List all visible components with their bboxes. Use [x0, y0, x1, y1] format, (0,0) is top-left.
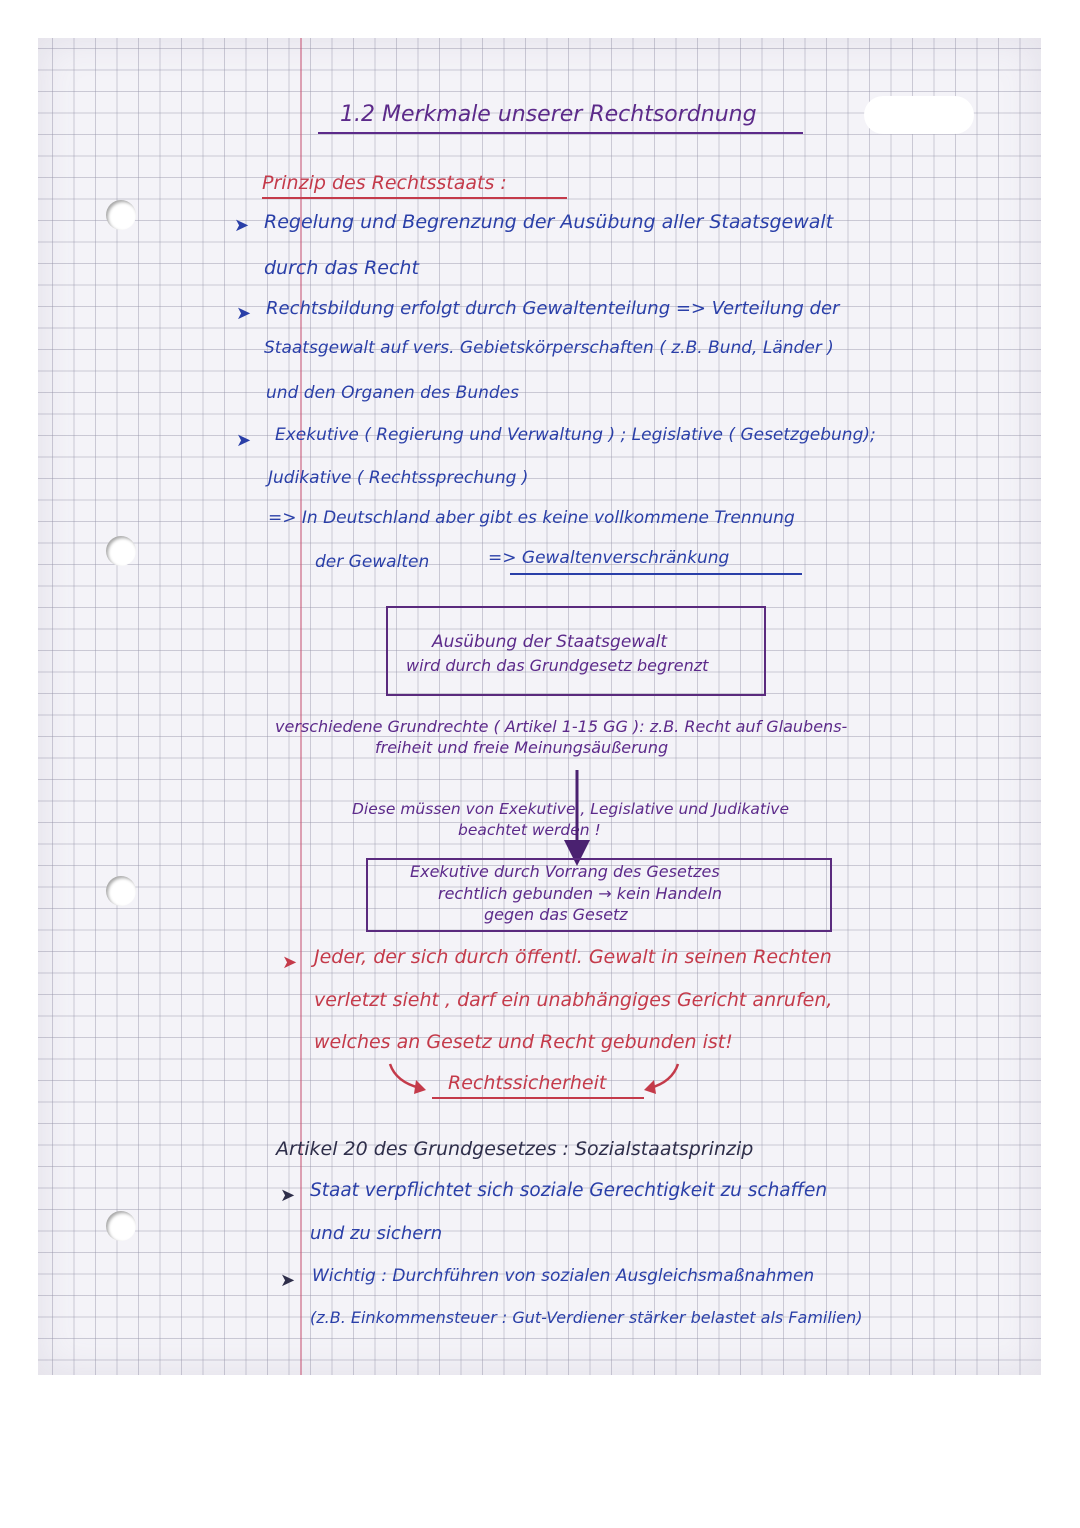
notebook-page	[38, 38, 1041, 1375]
text-line: verschiedene Grundrechte ( Artikel 1-15 GG ): z.B. Recht auf Glaubens-	[275, 717, 848, 736]
text-line: Regelung und Begrenzung der Ausübung aller Staatsgewalt	[264, 211, 834, 233]
section-heading: Artikel 20 des Grundgesetzes : Sozialstaatsprinzip	[276, 1138, 754, 1160]
box-text: Ausübung der Staatsgewalt	[432, 632, 667, 652]
heading-underline	[262, 197, 567, 199]
arrow-right-icon: ➤	[236, 430, 252, 451]
text-line: => Gewaltenverschränkung	[488, 548, 730, 568]
conclusion-label: Rechtssicherheit	[448, 1072, 607, 1094]
box-text: Exekutive durch Vorrang des Gesetzes	[410, 862, 720, 881]
text-line: welches an Gesetz und Recht gebunden ist!	[314, 1031, 733, 1053]
punch-hole	[106, 1211, 136, 1241]
text-line: freiheit und freie Meinungsäußerung	[375, 738, 669, 757]
text-line: Jeder, der sich durch öffentl. Gewalt in seinen Rechten	[314, 946, 832, 968]
text-line: beachtet werden !	[458, 821, 601, 839]
arrow-right-icon: ➤	[234, 215, 250, 236]
text-line: Wichtig : Durchführen von sozialen Ausgleichsmaßnahmen	[312, 1266, 815, 1286]
arrow-down-icon	[560, 770, 594, 870]
text-line: Judikative ( Rechtssprechung )	[268, 468, 529, 488]
box-text: rechtlich gebunden → kein Handeln	[438, 884, 723, 903]
punch-hole	[106, 876, 136, 906]
arrow-right-icon: ➤	[282, 952, 298, 973]
text-line: Exekutive ( Regierung und Verwaltung ) ; Legislative ( Gesetzgebung);	[275, 425, 876, 445]
punch-hole	[106, 200, 136, 230]
punch-hole	[106, 536, 136, 566]
text-line: Staatsgewalt auf vers. Gebietskörperschaften ( z.B. Bund, Länder )	[264, 338, 834, 358]
redaction-mark	[864, 96, 974, 134]
text-line: (z.B. Einkommensteuer : Gut-Verdiener stärker belastet als Familien)	[310, 1308, 863, 1327]
section-heading: Prinzip des Rechtsstaats :	[262, 172, 507, 194]
text-line: Diese müssen von Exekutive , Legislative und Judikative	[352, 800, 789, 818]
box-text: wird durch das Grundgesetz begrenzt	[406, 656, 709, 675]
arrow-right-icon: ➤	[280, 1185, 296, 1206]
keyword-underline	[510, 573, 802, 575]
conclusion-underline	[432, 1097, 644, 1099]
text-line: => In Deutschland aber gibt es keine vollkommene Trennung	[268, 508, 795, 528]
text-line: der Gewalten	[315, 552, 430, 572]
title-underline	[318, 132, 803, 134]
arrow-right-icon: ➤	[236, 303, 252, 324]
text-line: Rechtsbildung erfolgt durch Gewaltenteilung => Verteilung der	[266, 298, 840, 319]
text-line: und zu sichern	[310, 1223, 443, 1244]
text-line: und den Organen des Bundes	[266, 383, 519, 403]
margin-line	[300, 38, 302, 1375]
page-title: 1.2 Merkmale unserer Rechtsordnung	[340, 102, 757, 127]
box-text: gegen das Gesetz	[484, 905, 628, 924]
text-line: verletzt sieht , darf ein unabhängiges Gericht anrufen,	[314, 989, 833, 1011]
text-line: Staat verpflichtet sich soziale Gerechtigkeit zu schaffen	[310, 1180, 828, 1201]
arrow-right-icon: ➤	[280, 1270, 296, 1291]
text-line: durch das Recht	[264, 257, 419, 279]
